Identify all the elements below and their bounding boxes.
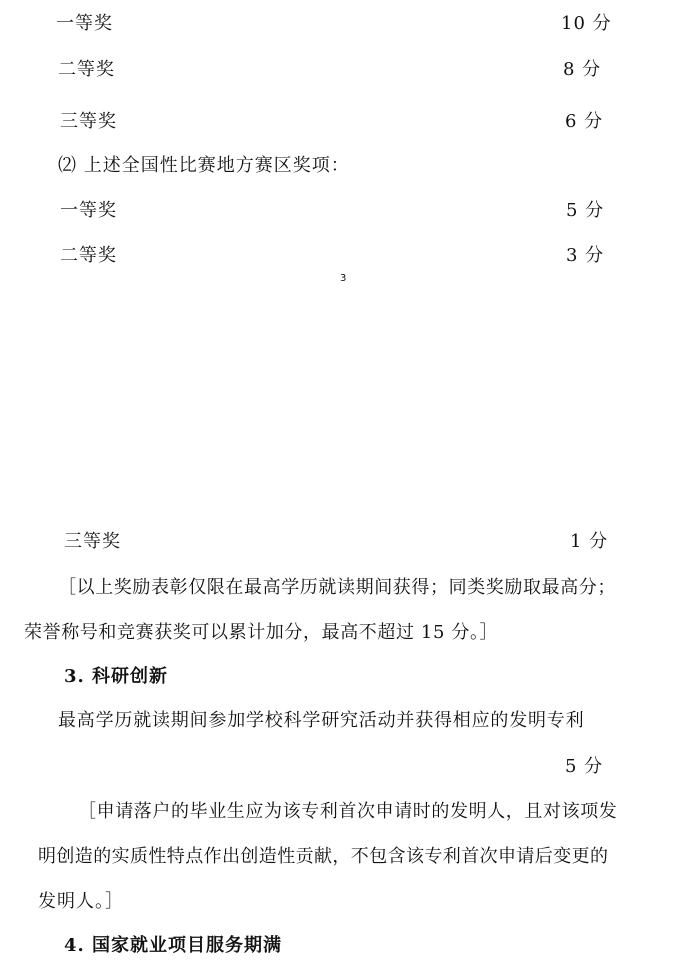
regional-awards-intro: ⑵ 上述全国性比赛地方赛区奖项： xyxy=(58,155,350,176)
regional-award-score-second: 3 分 xyxy=(566,245,605,266)
award-label-first: 一等奖 xyxy=(56,13,113,34)
section-3-heading: 3. 科研创新 xyxy=(64,666,169,687)
award-score-second: 8 分 xyxy=(563,59,602,80)
page-number: 3 xyxy=(340,273,347,284)
patent-note-line-1: ［申请落户的毕业生应为该专利首次申请时的发明人，且对该项发 xyxy=(78,801,618,822)
patent-note-line-3: 发明人。］ xyxy=(38,891,124,912)
award-score-first: 10 分 xyxy=(561,13,612,34)
section-3-score: 5 分 xyxy=(565,756,604,777)
regional-award-score-third: 1 分 xyxy=(570,531,609,552)
award-label-third: 三等奖 xyxy=(60,111,117,132)
award-note-line-2: 荣誉称号和竞赛获奖可以累计加分，最高不超过 15 分。］ xyxy=(24,622,499,643)
regional-award-score-first: 5 分 xyxy=(566,200,605,221)
patent-note-line-2: 明创造的实质性特点作出创造性贡献，不包含该专利首次申请后变更的 xyxy=(38,846,609,867)
award-label-second: 二等奖 xyxy=(58,59,115,80)
regional-award-label-second: 二等奖 xyxy=(60,245,117,266)
regional-award-label-third: 三等奖 xyxy=(64,531,121,552)
award-note-line-1: ［以上奖励表彰仅限在最高学历就读期间获得；同类奖励取最高分； xyxy=(58,577,616,598)
award-score-third: 6 分 xyxy=(565,111,604,132)
section-3-text: 最高学历就读期间参加学校科学研究活动并获得相应的发明专利 xyxy=(58,710,585,731)
section-4-heading: 4. 国家就业项目服务期满 xyxy=(64,935,283,956)
regional-award-label-first: 一等奖 xyxy=(60,200,117,221)
